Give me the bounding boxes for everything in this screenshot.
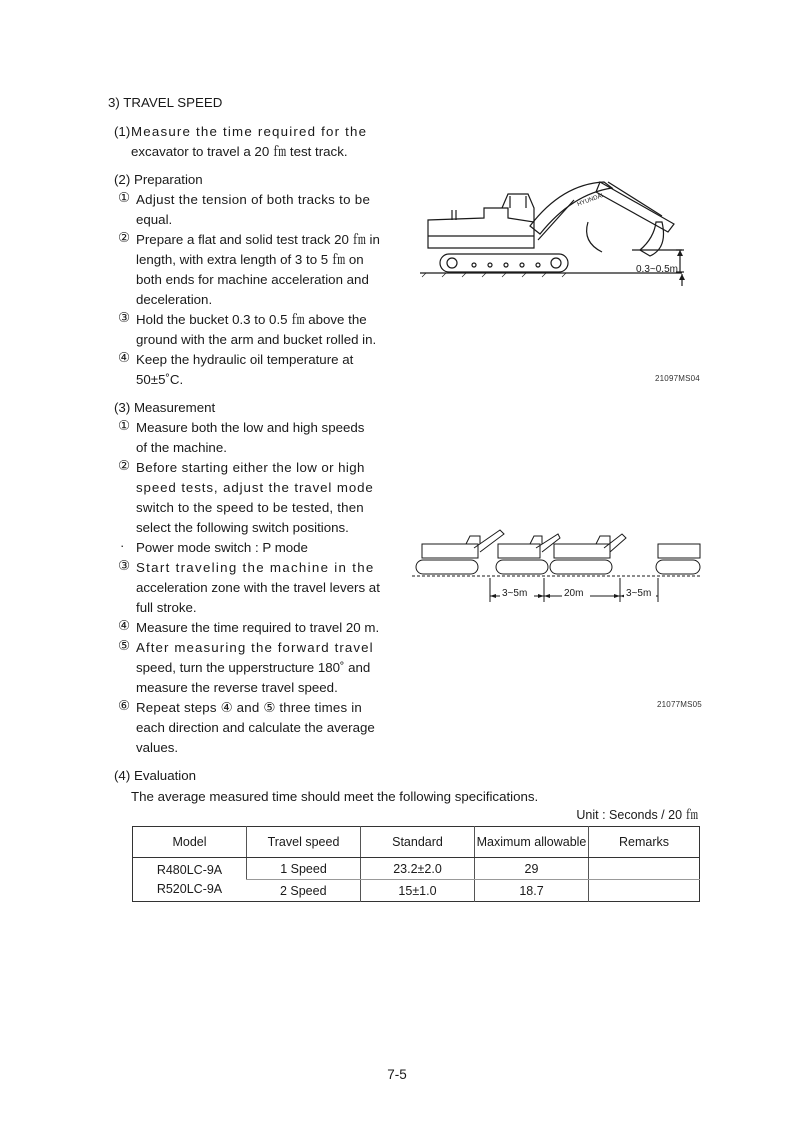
prep-item-2-line: both ends for machine acceleration and xyxy=(136,272,369,287)
travel-track-figure xyxy=(408,520,702,604)
meas-item-2-line: speed tests, adjust the travel mode xyxy=(136,480,374,495)
prep-item-2-line: length, with extra length of 3 to 5 ㎙ on xyxy=(136,252,364,267)
meas-item-2-line: select the following switch positions. xyxy=(136,520,349,535)
model-name: R520LC-9A xyxy=(156,881,223,896)
table-header-row xyxy=(133,827,700,858)
meas-item-3-line: Start traveling the machine in the xyxy=(136,560,375,575)
meas-item-5-line: speed, turn the upperstructure 180˚ and xyxy=(136,660,371,675)
accel-zone-dimension: 3~5m xyxy=(502,588,528,599)
prep-item-1-line: equal. xyxy=(136,212,173,227)
step1-line-1: Measure the time required for the xyxy=(131,124,368,139)
evaluation-text: The average measured time should meet the following specifications. xyxy=(131,789,539,804)
meas-item-3-line: acceleration zone with the travel levers at xyxy=(136,580,380,595)
track xyxy=(440,254,568,272)
model-cell xyxy=(133,858,247,902)
header-standard: Standard xyxy=(361,827,475,858)
meas-item-6-line: Repeat steps ④ and ⑤ three times in xyxy=(136,700,362,715)
ground-hatch xyxy=(422,273,566,277)
prep-item-1-line: Adjust the tension of both tracks to be xyxy=(136,192,371,207)
max-cell: 29 xyxy=(475,858,589,880)
measurement-heading: (3) Measurement xyxy=(114,400,216,415)
meas-item-5-line: measure the reverse travel speed. xyxy=(136,680,338,695)
unit-label: Unit : Seconds / 20 ㎙ xyxy=(576,808,698,822)
header-remarks: Remarks xyxy=(589,827,700,858)
prep-item-4-line: Keep the hydraulic oil temperature at xyxy=(136,352,354,367)
standard-cell: 15±1.0 xyxy=(361,880,475,902)
table-row xyxy=(133,858,700,880)
prep-item-2-number: ② xyxy=(118,230,130,245)
excavator-decel-end xyxy=(656,544,700,574)
prep-item-2-line: deceleration. xyxy=(136,292,213,307)
arm-cylinder xyxy=(608,182,662,216)
remarks-cell xyxy=(589,880,700,902)
header-max-allowable: Maximum allowable xyxy=(475,827,589,858)
brand-logo: HYUNDAI xyxy=(576,193,605,208)
upper-body xyxy=(428,208,534,248)
boom xyxy=(530,182,612,234)
meas-item-4-line: Measure the time required to travel 20 m. xyxy=(136,620,380,635)
meas-item-2-line: Before starting either the low or high xyxy=(136,460,365,475)
prep-item-4-line: 50±5˚C. xyxy=(136,372,184,387)
standard-cell: 23.2±2.0 xyxy=(361,858,475,880)
speed-cell: 1 Speed xyxy=(247,858,361,880)
section-title: 3) TRAVEL SPEED xyxy=(108,95,223,110)
step1-line-2: excavator to travel a 20 ㎙ test track. xyxy=(131,144,348,159)
test-zone-dimension: 20m xyxy=(564,588,584,599)
meas-item-1-line: of the machine. xyxy=(136,440,227,455)
excavator-start xyxy=(416,530,504,574)
prep-item-2-line: Prepare a flat and solid test track 20 ㎙ in xyxy=(136,232,380,247)
page-number: 7-5 xyxy=(387,1067,407,1082)
meas-item-2-line: switch to the speed to be tested, then xyxy=(136,500,364,515)
step1-number: (1) xyxy=(114,124,131,139)
meas-item-6-line: each direction and calculate the average xyxy=(136,720,375,735)
spec-table xyxy=(132,826,700,902)
meas-item-3-line: full stroke. xyxy=(136,600,197,615)
meas-item-6-number: ⑥ xyxy=(118,698,130,713)
meas-item-5-number: ⑤ xyxy=(118,638,130,653)
figure2-id: 21077MS05 xyxy=(657,700,702,709)
boom-cylinder xyxy=(538,200,574,240)
max-cell: 18.7 xyxy=(475,880,589,902)
evaluation-heading: (4) Evaluation xyxy=(114,768,197,783)
speed-cell: 2 Speed xyxy=(279,883,327,898)
excavator-20m-end xyxy=(550,534,626,574)
meas-item-6-line: values. xyxy=(136,740,179,755)
model-name: R480LC-9A xyxy=(156,862,223,877)
preparation-heading: (2) Preparation xyxy=(114,172,203,187)
bucket-height-dimension: 0.3~0.5m xyxy=(636,264,678,275)
figure1-id: 21097MS04 xyxy=(655,374,700,383)
meas-item-3-number: ③ xyxy=(118,558,130,573)
meas-item-4-number: ④ xyxy=(118,618,130,633)
header-travel-speed: Travel speed xyxy=(247,827,361,858)
remarks-cell xyxy=(589,858,700,880)
excavator-bucket-figure xyxy=(412,178,702,298)
meas-item-bullet-marker: · xyxy=(120,538,125,553)
prep-item-1-number: ① xyxy=(118,190,130,205)
bucket-link xyxy=(587,222,602,252)
header-model: Model xyxy=(133,827,247,858)
meas-item-bullet-line: Power mode switch : P mode xyxy=(136,540,308,555)
decel-zone-dimension: 3~5m xyxy=(626,588,652,599)
track-rollers xyxy=(447,258,561,268)
meas-item-5-line: After measuring the forward travel xyxy=(136,640,374,655)
meas-item-1-line: Measure both the low and high speeds xyxy=(136,420,365,435)
prep-item-3-line: Hold the bucket 0.3 to 0.5 ㎙ above the xyxy=(136,312,367,327)
prep-item-3-line: ground with the arm and bucket rolled in. xyxy=(136,332,377,347)
meas-item-1-number: ① xyxy=(118,418,130,433)
meas-item-2-number: ② xyxy=(118,458,130,473)
prep-item-4-number: ④ xyxy=(118,350,130,365)
prep-item-3-number: ③ xyxy=(118,310,130,325)
